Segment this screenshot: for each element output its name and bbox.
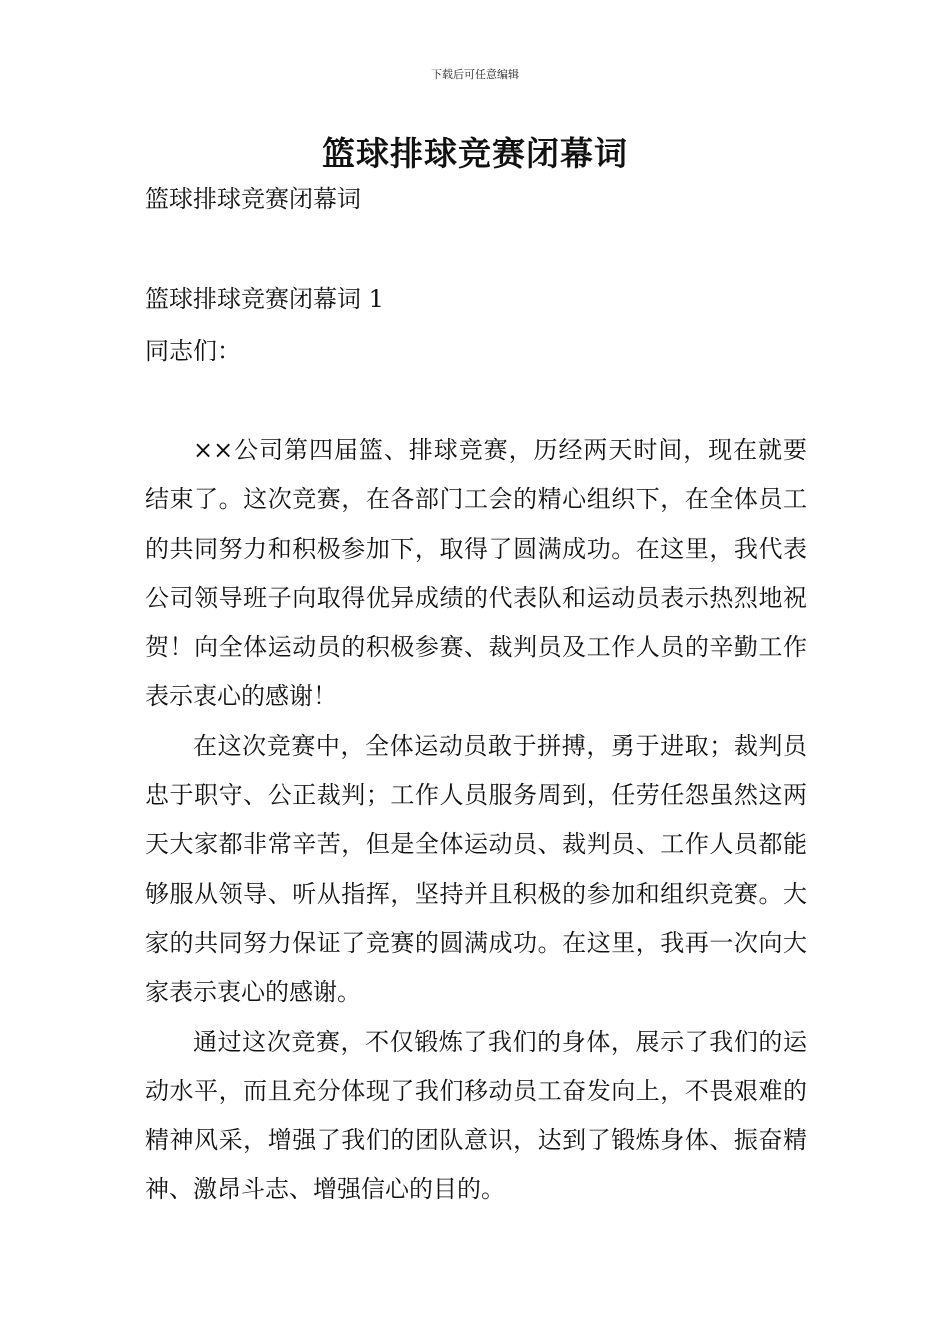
document-title: 篮球排球竞赛闭幕词 xyxy=(322,134,628,173)
salutation: 同志们： xyxy=(145,337,241,365)
document-subtitle: 篮球排球竞赛闭幕词 xyxy=(145,185,361,213)
paragraph: ××公司第四届篮、排球竞赛，历经两天时间，现在就要结束了。这次竞赛，在各部门工会的精心组织下，在全体员工的共同努力和积极参加下，取得了圆满成功。在这里，我代表公司领导班子向取得优异成绩的代表队和运动员表示热烈地祝贺！向全体运动员的积极参赛、裁判员及工作人员的辛勤工作表示衷心的感谢！ xyxy=(145,436,807,711)
header-note: 下载后可任意编辑 xyxy=(431,68,519,81)
section-heading: 篮球排球竞赛闭幕词 1 xyxy=(145,285,384,313)
paragraph: 在这次竞赛中，全体运动员敢于拼搏，勇于进取；裁判员忠于职守、公正裁判；工作人员服务周到，任劳任怨虽然这两天大家都非常辛苦，但是全体运动员、裁判员、工作人员都能够服从领导、听从指挥，坚持并且积极的参加和组织竞赛。大家的共同努力保证了竞赛的圆满成功。在这里，我再一次向大家表示衷心的感谢。 xyxy=(145,731,807,1007)
body-text xyxy=(145,426,807,1215)
paragraph: 通过这次竞赛，不仅锻炼了我们的身体，展示了我们的运动水平，而且充分体现了我们移动员工奋发向上，不畏艰难的精神风采，增强了我们的团队意识，达到了锻炼身体、振奋精神、激昂斗志、增强信心的目的。 xyxy=(145,1027,807,1204)
